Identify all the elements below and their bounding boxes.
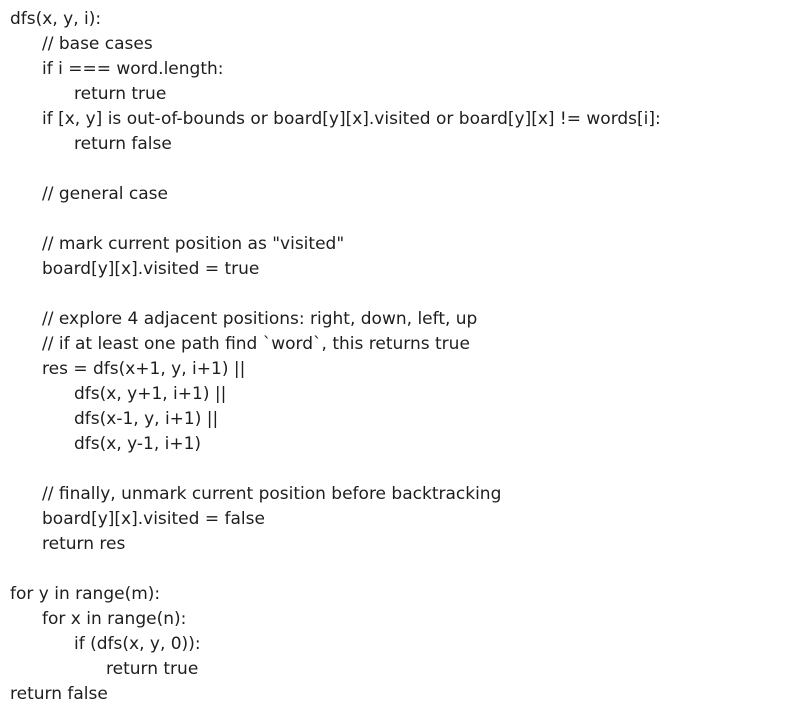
code-line: for y in range(m):	[10, 584, 161, 604]
code-line: for x in range(n):	[42, 609, 187, 629]
code-line: dfs(x, y, i):	[10, 9, 102, 29]
code-line: return false	[10, 684, 108, 704]
code-line: if i === word.length:	[42, 59, 224, 79]
code-line: return res	[42, 534, 126, 554]
code-line: board[y][x].visited = false	[42, 509, 265, 529]
code-line: board[y][x].visited = true	[42, 259, 260, 279]
code-line: dfs(x-1, y, i+1) ||	[74, 409, 219, 429]
code-comment-line: // base cases	[42, 34, 153, 54]
code-comment-line: // mark current position as "visited"	[42, 234, 345, 254]
code-comment-line: // general case	[42, 184, 168, 204]
code-line: if (dfs(x, y, 0)):	[74, 634, 201, 654]
code-line: return true	[74, 84, 167, 104]
code-line: if [x, y] is out-of-bounds or board[y][x].visited or board[y][x] != words[i]:	[42, 109, 661, 129]
code-line: return true	[106, 659, 199, 679]
code-line: return false	[74, 134, 172, 154]
code-line: res = dfs(x+1, y, i+1) ||	[42, 359, 246, 379]
code-line: dfs(x, y+1, i+1) ||	[74, 384, 227, 404]
code-comment-line: // explore 4 adjacent positions: right, down, left, up	[42, 309, 478, 329]
code-comment-line: // if at least one path find `word`, this returns true	[42, 334, 470, 354]
code-comment-line: // finally, unmark current position before backtracking	[42, 484, 502, 504]
code-line: dfs(x, y-1, i+1)	[74, 434, 202, 454]
